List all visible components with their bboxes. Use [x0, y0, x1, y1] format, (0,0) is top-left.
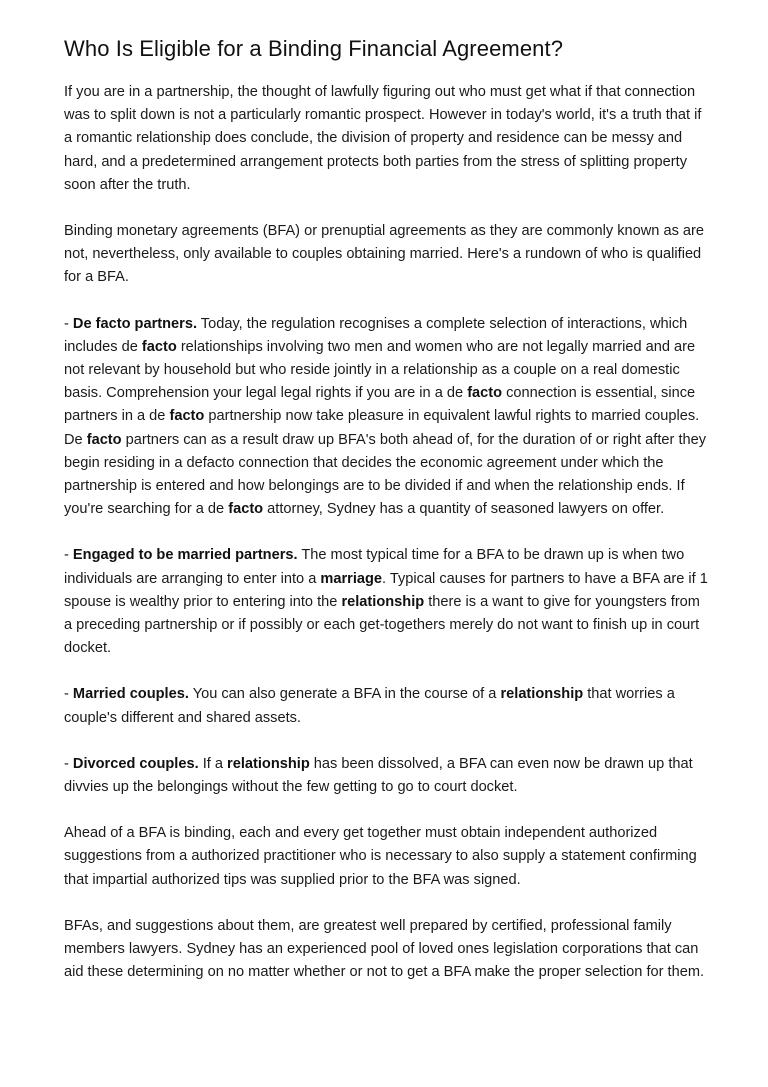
paragraph: [64, 822, 712, 892]
bold-text: Engaged to be married partners.: [72, 547, 298, 564]
text-run: there is a want to give for youngsters from a preceding partnership or if possibly or each get-togethers merely do not want to finish up in court docket.: [64, 593, 700, 657]
text-run: -: [64, 686, 73, 703]
paragraph: [64, 915, 712, 985]
document-body: [64, 81, 712, 985]
paragraph: [64, 220, 712, 290]
text-run: You can also generate a BFA in the course of a: [188, 686, 501, 703]
text-run: Today, the regulation recognises a complete selection of interactions, which includes de: [64, 315, 688, 355]
bold-text: marriage: [320, 570, 383, 587]
paragraph: [64, 683, 712, 729]
bold-text: facto: [141, 338, 177, 355]
text-run: BFAs, and suggestions about them, are greatest well prepared by certified, professional family members lawyers. Sydney has an experienced pool of loved ones legislation corporations that can aid these determining on no matter whether or not to get a BFA make the proper selection for them.: [64, 917, 705, 981]
text-run: partners can as a result draw up BFA's both ahead of, for the duration of or right after they begin residing in a defacto connection that decides the economic agreement under which the partnership is entered and how belongings are to be divided if and when the relationship ends. If you're searching for a de: [64, 431, 707, 518]
bold-text: relationship: [341, 593, 425, 610]
document-page: [64, 34, 712, 1008]
text-run: -: [64, 315, 73, 332]
bold-text: facto: [228, 501, 264, 518]
text-run: . Typical causes for partners to have a BFA are if 1 spouse is wealthy prior to entering into the: [64, 570, 708, 610]
text-run: If a: [198, 755, 228, 772]
paragraph: [64, 81, 712, 197]
text-run: connection is essential, since partners in a de: [64, 385, 696, 425]
paragraph: [64, 544, 712, 660]
bold-text: facto: [467, 385, 503, 402]
bold-text: Married couples.: [72, 686, 189, 703]
document-title: Who Is Eligible for a Binding Financial Agreement?: [64, 36, 564, 61]
text-run: The most typical time for a BFA to be drawn up is when two individuals are arranging to enter into a: [64, 547, 685, 587]
paragraph: [64, 313, 712, 522]
bold-text: relationship: [227, 755, 310, 772]
text-run: attorney, Sydney has a quantity of seasoned lawyers on offer.: [263, 501, 665, 518]
text-run: Ahead of a BFA is binding, each and every get together must obtain independent authorized suggestions from a authorized practitioner who is necessary to also supply a statement confirming that impartial authorized tips was supplied prior to the BFA was signed.: [64, 825, 697, 888]
bold-text: facto: [86, 431, 122, 448]
bold-text: relationship: [500, 686, 584, 703]
text-run: has been dissolved, a BFA can even now be drawn up that divvies up the belongings without the few getting to go to court docket.: [64, 755, 693, 796]
paragraph: [64, 753, 712, 799]
text-run: -: [64, 755, 73, 772]
bold-text: facto: [169, 408, 205, 425]
text-run: partnership now take pleasure in equivalent lawful rights to married couples. De: [64, 408, 700, 448]
bold-text: De facto partners.: [72, 315, 198, 332]
text-run: that worries a couple's different and shared assets.: [64, 686, 675, 726]
bold-text: Divorced couples.: [72, 755, 199, 772]
text-run: If you are in a partnership, the thought of lawfully figuring out who must get what if that connection was to split down is not a particularly romantic prospect. However in today's world, it's a truth that if a romantic relationship does conclude, the division of property and residence can be messy and hard, and a predetermined arrangement protects both parties from the stress of splitting property soon after the truth.: [64, 84, 702, 193]
text-run: Binding monetary agreements (BFA) or prenuptial agreements as they are commonly known as are not, nevertheless, only available to couples obtaining married. Here's a rundown of who is qualified for a BFA.: [64, 223, 705, 286]
text-run: -: [64, 547, 73, 564]
text-run: relationships involving two men and women who are not legally married and are not relevant by household but who reside jointly in a relationship as a couple on a real domestic basis. Comprehension your legal legal rights if you are in a de: [64, 338, 696, 402]
